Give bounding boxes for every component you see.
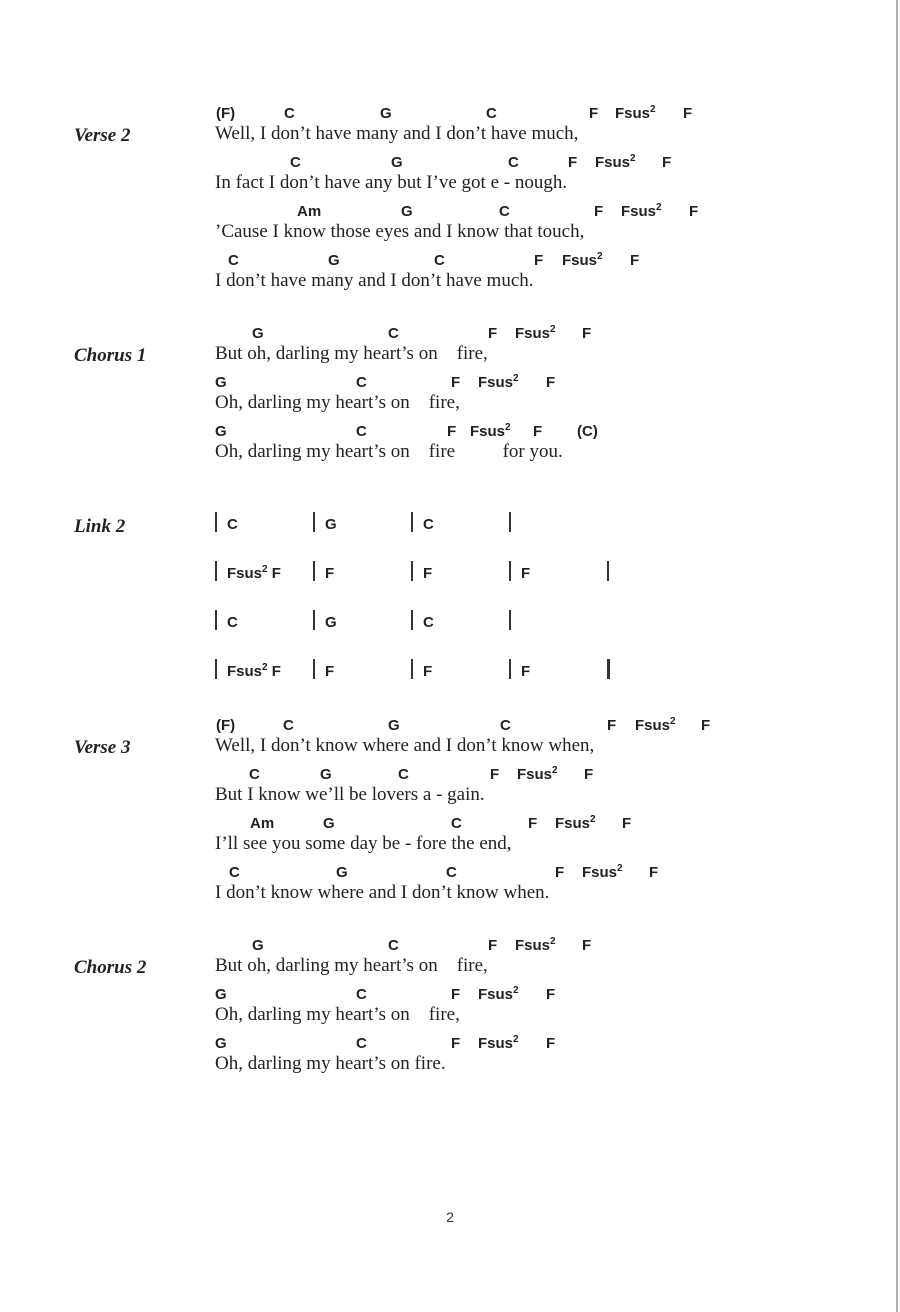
chorus1-chord: Fsus$^2$	[478, 373, 519, 391]
verse3-chord: F	[490, 766, 500, 783]
chorus2-chord: C	[356, 986, 367, 1003]
chorus2-chord: Fsus$^2$	[478, 1034, 519, 1052]
barline	[411, 659, 413, 679]
barline	[313, 659, 315, 679]
barline	[607, 561, 609, 581]
chorus2-lyric-line: Oh, darling my heart’s on fire,	[215, 1004, 460, 1025]
verse3-lyric-line: Well, I don’t know where and I don’t know when,	[215, 735, 595, 756]
verse2-chord: G	[401, 203, 413, 220]
chorus1-lyric-line: Oh, darling my heart’s on fire,	[215, 392, 460, 413]
barline	[509, 659, 511, 679]
verse3-lyric-line: But I know we’ll be lovers a - gain.	[215, 784, 485, 805]
verse2-chord: C	[228, 252, 239, 269]
verse2-chord: F	[589, 105, 599, 122]
verse2-chord: Am	[297, 203, 322, 220]
chorus1-lyric-line: Oh, darling my heart’s on fire for you.	[215, 441, 563, 462]
verse3-chord: F	[528, 815, 538, 832]
chorus1-chord: C	[356, 423, 367, 440]
barline	[215, 512, 217, 532]
chorus2-chord: F	[451, 986, 461, 1003]
chorus2-lyric-line: Oh, darling my heart’s on fire.	[215, 1053, 446, 1074]
chorus2-chord: F	[582, 937, 592, 954]
barline	[509, 512, 511, 532]
verse3-chord: F	[584, 766, 594, 783]
barline	[411, 610, 413, 630]
verse2-chord: G	[380, 105, 392, 122]
verse2-chord: C	[284, 105, 295, 122]
chorus1-chord: F	[488, 325, 498, 342]
link2-chord: F	[325, 565, 335, 582]
verse2-chord: C	[508, 154, 519, 171]
chorus1-chord: F	[546, 374, 556, 391]
chorus1-lyric-line: But oh, darling my heart’s on fire,	[215, 343, 488, 364]
chorus2-label: Chorus 2	[74, 957, 147, 978]
verse3-chord: Am	[250, 815, 275, 832]
verse2-chord: C	[499, 203, 510, 220]
link2-chord: G	[325, 516, 337, 533]
verse3-lyric-line: I don’t know where and I don’t know when.	[215, 882, 550, 903]
verse2-chord: F	[594, 203, 604, 220]
chorus2-chord: G	[215, 986, 227, 1003]
barline	[215, 610, 217, 630]
page-edge-line	[896, 0, 898, 1312]
barline	[313, 610, 315, 630]
verse3-chord: F	[649, 864, 659, 881]
link2-chord: F	[521, 663, 531, 680]
verse2-lyric-line: In fact I don’t have any but I’ve got e - nough.	[215, 172, 568, 193]
verse3-chord: G	[320, 766, 332, 783]
verse3-chord: Fsus$^2$	[517, 765, 558, 783]
verse2-lyric-line: I don’t have many and I don’t have much.	[215, 270, 534, 291]
chorus2-chord: C	[356, 1035, 367, 1052]
chorus1-chord: G	[215, 423, 227, 440]
verse3-chord: Fsus$^2$	[582, 863, 623, 881]
link2-label: Link 2	[74, 516, 126, 537]
verse3-chord: F	[555, 864, 565, 881]
chorus1-chord: F	[582, 325, 592, 342]
barline	[313, 512, 315, 532]
chorus1-chord: F	[533, 423, 543, 440]
verse2-chord: F	[662, 154, 672, 171]
link2-chord: Fsus$^2$ F	[227, 662, 281, 680]
link2-chord: F	[325, 663, 335, 680]
verse2-chord: Fsus$^2$	[615, 104, 656, 122]
verse3-chord: C	[229, 864, 240, 881]
chorus1-chord: G	[252, 325, 264, 342]
verse2-chord: Fsus$^2$	[595, 153, 636, 171]
chorus1-chord: Fsus$^2$	[470, 422, 511, 440]
verse3-chord: C	[249, 766, 260, 783]
chorus1-chord: G	[215, 374, 227, 391]
verse3-chord: F	[701, 717, 711, 734]
link2-chord: C	[227, 516, 238, 533]
chorus1-label: Chorus 1	[74, 345, 147, 366]
verse2-lyric-line: ’Cause I know those eyes and I know that touch,	[215, 221, 585, 242]
barline	[313, 561, 315, 581]
verse2-chord: F	[534, 252, 544, 269]
verse2-chord: C	[486, 105, 497, 122]
verse3-chord: C	[446, 864, 457, 881]
chorus1-chord: Fsus$^2$	[515, 324, 556, 342]
verse2-chord: F	[689, 203, 699, 220]
verse3-chord: F	[607, 717, 617, 734]
verse3-chord: C	[500, 717, 511, 734]
verse2-chord: C	[290, 154, 301, 171]
chorus2-chord: F	[488, 937, 498, 954]
chorus2-chord: F	[546, 1035, 556, 1052]
verse2-label: Verse 2	[74, 125, 131, 146]
barline	[215, 561, 217, 581]
verse3-chord: C	[283, 717, 294, 734]
verse2-chord: (F)	[216, 105, 236, 122]
chorus2-chord: C	[388, 937, 399, 954]
verse2-chord: Fsus$^2$	[562, 251, 603, 269]
barline	[411, 512, 413, 532]
verse2-chord: Fsus$^2$	[621, 202, 662, 220]
link2-chord: C	[227, 614, 238, 631]
barline	[509, 610, 511, 630]
chorus1-chord: F	[451, 374, 461, 391]
chorus1-chord: (C)	[577, 423, 598, 440]
barline	[509, 561, 511, 581]
link2-chord: Fsus$^2$ F	[227, 564, 281, 582]
verse3-label: Verse 3	[74, 737, 131, 758]
link2-chord: G	[325, 614, 337, 631]
chorus1-chord: C	[388, 325, 399, 342]
chorus2-chord: F	[451, 1035, 461, 1052]
link2-chord: F	[423, 565, 433, 582]
chorus2-chord: G	[215, 1035, 227, 1052]
chorus2-chord: Fsus$^2$	[478, 985, 519, 1003]
verse2-lyric-line: Well, I don’t have many and I don’t have much,	[215, 123, 579, 144]
chorus2-chord: F	[546, 986, 556, 1003]
barline	[215, 659, 217, 679]
verse2-chord: G	[328, 252, 340, 269]
page-number: 2	[446, 1209, 454, 1225]
verse2-chord: C	[434, 252, 445, 269]
link2-chord: F	[423, 663, 433, 680]
barline	[411, 561, 413, 581]
verse3-chord: G	[336, 864, 348, 881]
verse3-chord: F	[622, 815, 632, 832]
verse3-chord: G	[388, 717, 400, 734]
verse2-chord: F	[568, 154, 578, 171]
chorus2-chord: G	[252, 937, 264, 954]
link2-chord: C	[423, 614, 434, 631]
verse3-chord: Fsus$^2$	[555, 814, 596, 832]
chorus2-lyric-line: But oh, darling my heart’s on fire,	[215, 955, 488, 976]
verse3-chord: C	[451, 815, 462, 832]
chorus1-chord: F	[447, 423, 457, 440]
verse2-chord: G	[391, 154, 403, 171]
verse2-chord: F	[630, 252, 640, 269]
final-barline	[607, 659, 610, 679]
link2-chord: C	[423, 516, 434, 533]
verse3-chord: G	[323, 815, 335, 832]
link2-chord: F	[521, 565, 531, 582]
chorus2-chord: Fsus$^2$	[515, 936, 556, 954]
verse3-chord: (F)	[216, 717, 236, 734]
chorus1-chord: C	[356, 374, 367, 391]
verse3-chord: Fsus$^2$	[635, 716, 676, 734]
verse3-lyric-line: I’ll see you some day be - fore the end,	[215, 833, 512, 854]
verse2-chord: F	[683, 105, 693, 122]
verse3-chord: C	[398, 766, 409, 783]
